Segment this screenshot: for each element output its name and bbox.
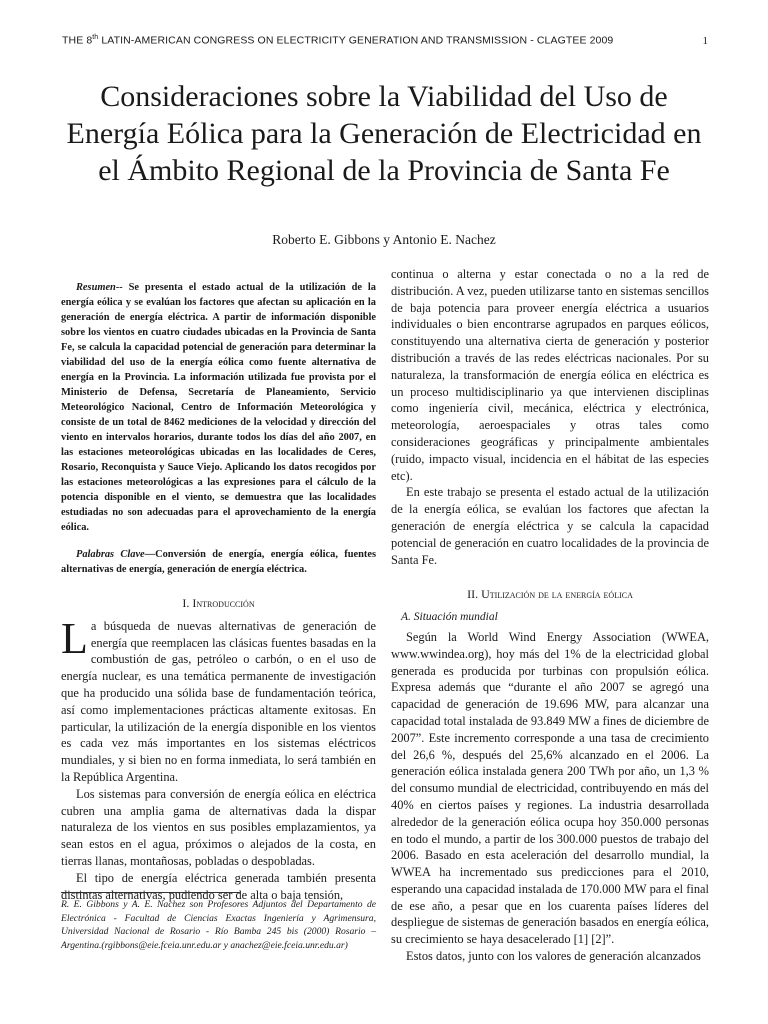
right-paragraph-1: continua o alterna y estar conectada o no a la red de distribución. A vez, pueden utilizarse tanto en sistemas sencillos de baja potencia para proveer energía eléctrica a usuarios individuales o bien encontrarse agrupados en parques eólicos, constituyendo una alternativa cierta de generación y posterior distribución a través de las redes eléctricas nacionales. Por su naturaleza, la transformación de energía eólica en eléctrica es un proceso multidisciplinario ya que intervienen disciplinas como ingeniería civil, mecánica, eléctrica y electrónica, meteorología, aeroespaciales y otras tales como consideraciones geográficas y principalmente ambientales (ruido, impacto visual, incidencia en el hábitat de las especies etc).: [391, 267, 709, 483]
keywords-lead: Palabras Clave: [76, 549, 145, 560]
header-conference-post: LATIN-AMERICAN CONGRESS ON ELECTRICITY GENERATION AND TRANSMISSION - CLAGTEE 2009: [98, 34, 614, 47]
running-header: [62, 34, 712, 47]
left-column: [61, 280, 376, 903]
header-superscript: th: [92, 34, 99, 41]
right-paragraph-2: En este trabajo se presenta el estado actual de la utilización de la energía eólica, se evalúan los factores que afectan la generación de energía eléctrica y se calcula la capacidad potencial de generación en cuatro localidades de la provincia de Santa Fe.: [391, 485, 709, 567]
authors: Roberto E. Gibbons y Antonio E. Nachez: [272, 232, 496, 247]
abstract-lead: Resumen--: [76, 282, 123, 293]
right-paragraph-4: Estos datos, junto con los valores de generación alcanzados: [406, 949, 701, 964]
footnote-divider: [61, 892, 241, 893]
page-number: 1: [702, 35, 708, 47]
intro-paragraph-1: [61, 613, 376, 786]
intro-paragraph-3: El tipo de energía eléctrica generada también presenta distintas alternativas, pudiendo ser de alta o baja tensión,: [61, 870, 376, 902]
section-heading-utilizacion: II. Utilización de la energía eólica: [467, 587, 633, 602]
drop-cap: L: [61, 613, 88, 663]
header-conference-pre: THE 8: [62, 34, 93, 47]
abstract: [61, 280, 376, 535]
keywords: [61, 547, 376, 577]
abstract-text: Se presenta el estado actual de la utilización de la energía eólica y se evalúan los factores que afectan su aplicación en la generación de energía eléctrica. A partir de información disponible sobre los vientos en cuatro ciudades ubicadas en la Provincia de Santa Fe, se calcula la capacidad potencial de generación para determinar la viabilidad del uso de la energía eólica como fuente alternativa de energía en la Provincia. La información utilizada fue provista por el Ministerio de Defensa, Secretaría de Planeamiento, Servicio Meteorológico Nacional, Centro de Información Meteorológica y consiste de un total de 8462 mediciones de la velocidad y dirección del viento en intervalos horarios, durante todos los días del año 2007, en las estaciones meteorológicas ubicadas en las localidades de Ceres, Rosario, Reconquista y Sauce Viejo. Aplicando los datos recogidos por las estaciones meteorológicas a las expresiones para el cálculo de la potencia disponible en el viento, se demuestra que las localidades estudiadas no son adecuadas para el aprovechamiento de la energía eólica.: [61, 282, 376, 533]
intro-paragraph-2: Los sistemas para conversión de energía eólica en eléctrica cubren una amplia gama de alternativas dada la dispar naturaleza de los vientos en sus posibles emplazamientos, ya sean estos en el agua, próximos o alejados de la costa, en tierras llanas, montañosas, pobladas o despobladas.: [61, 786, 376, 868]
intro-paragraph-1-text: a búsqueda de nuevas alternativas de generación de energía que reemplacen las clásicas fuentes basadas en la combustión de gas, petróleo o carbón, o en el uso de energía nuclear, es una temática permanente de investigación que ha producido una sólida base de fundamentación teórica, así como implementaciones prácticas altamente exitosas. En particular, la utilización de la energía disponible en los vientos es cada vez más importantes en los sistemas eléctricos mundiales, y si bien no en forma inmediata, lo será también en la República Argentina.: [61, 618, 376, 784]
keywords-text: —Conversión de energía, energía eólica, fuentes alternativas de energía, generación de energía eléctrica.: [61, 549, 377, 575]
author-footnote: R. E. Gibbons y A. E. Nachez son Profesores Adjuntos del Departamento de Electrónica - Facultad de Ciencias Exactas Ingeniería y Agrimensura, Universidad Nacional de Rosario - Río Bamba 245 bis (2000) Rosario – Argentina.(rgibbons@eie.fceia.unr.edu.ar y anachez@eie.fceia.unr.edu.ar): [61, 899, 376, 951]
right-paragraph-3: Según la World Wind Energy Association (WWEA, www.wwindea.org), hoy más del 1% de la electricidad global generada es producida por turbinas con propulsión eólica. Expresa además que “durante el año 2007 se agregó una capacidad de generación de 19.696 MW, para alcanzar una capacidad total instalada de 93.849 MW a fines de diciembre de 2007”. Este incremento corresponde a una tasa de crecimiento del 26,6 %, después del 25,6% alcanzado en el 2006. La generación eólica instalada genera 200 TWh por año, un 1,3 % del consumo mundial de electricidad, contribuyendo en más del 40% en ciertos países y regiones. La industria desarrollada alrededor de la generación eólica ocupa hoy 350.000 personas en todo el mundo, a partir de los 300.000 puestos de trabajo del 2006. Basado en esta aceleración del desarrollo mundial, la WWEA ha incrementado sus predicciones para el 2010, esperando una capacidad instalada de 170.000 MW para el final de ese año, a pesar que en los cuarenta países líderes del despliegue de sistemas de generación basados en energía eólica, su crecimiento se haya desacelerado [1] [2]”.: [391, 629, 709, 947]
right-column: [391, 266, 709, 965]
paper-title: Consideraciones sobre la Viabilidad del Uso de Energía Eólica para la Generación de Electricidad en el Ámbito Regional de la Provincia de Santa Fe: [66, 80, 702, 187]
section-heading-introduction: I. Introducción: [182, 596, 255, 610]
subsection-heading-situacion: A. Situación mundial: [401, 611, 498, 624]
